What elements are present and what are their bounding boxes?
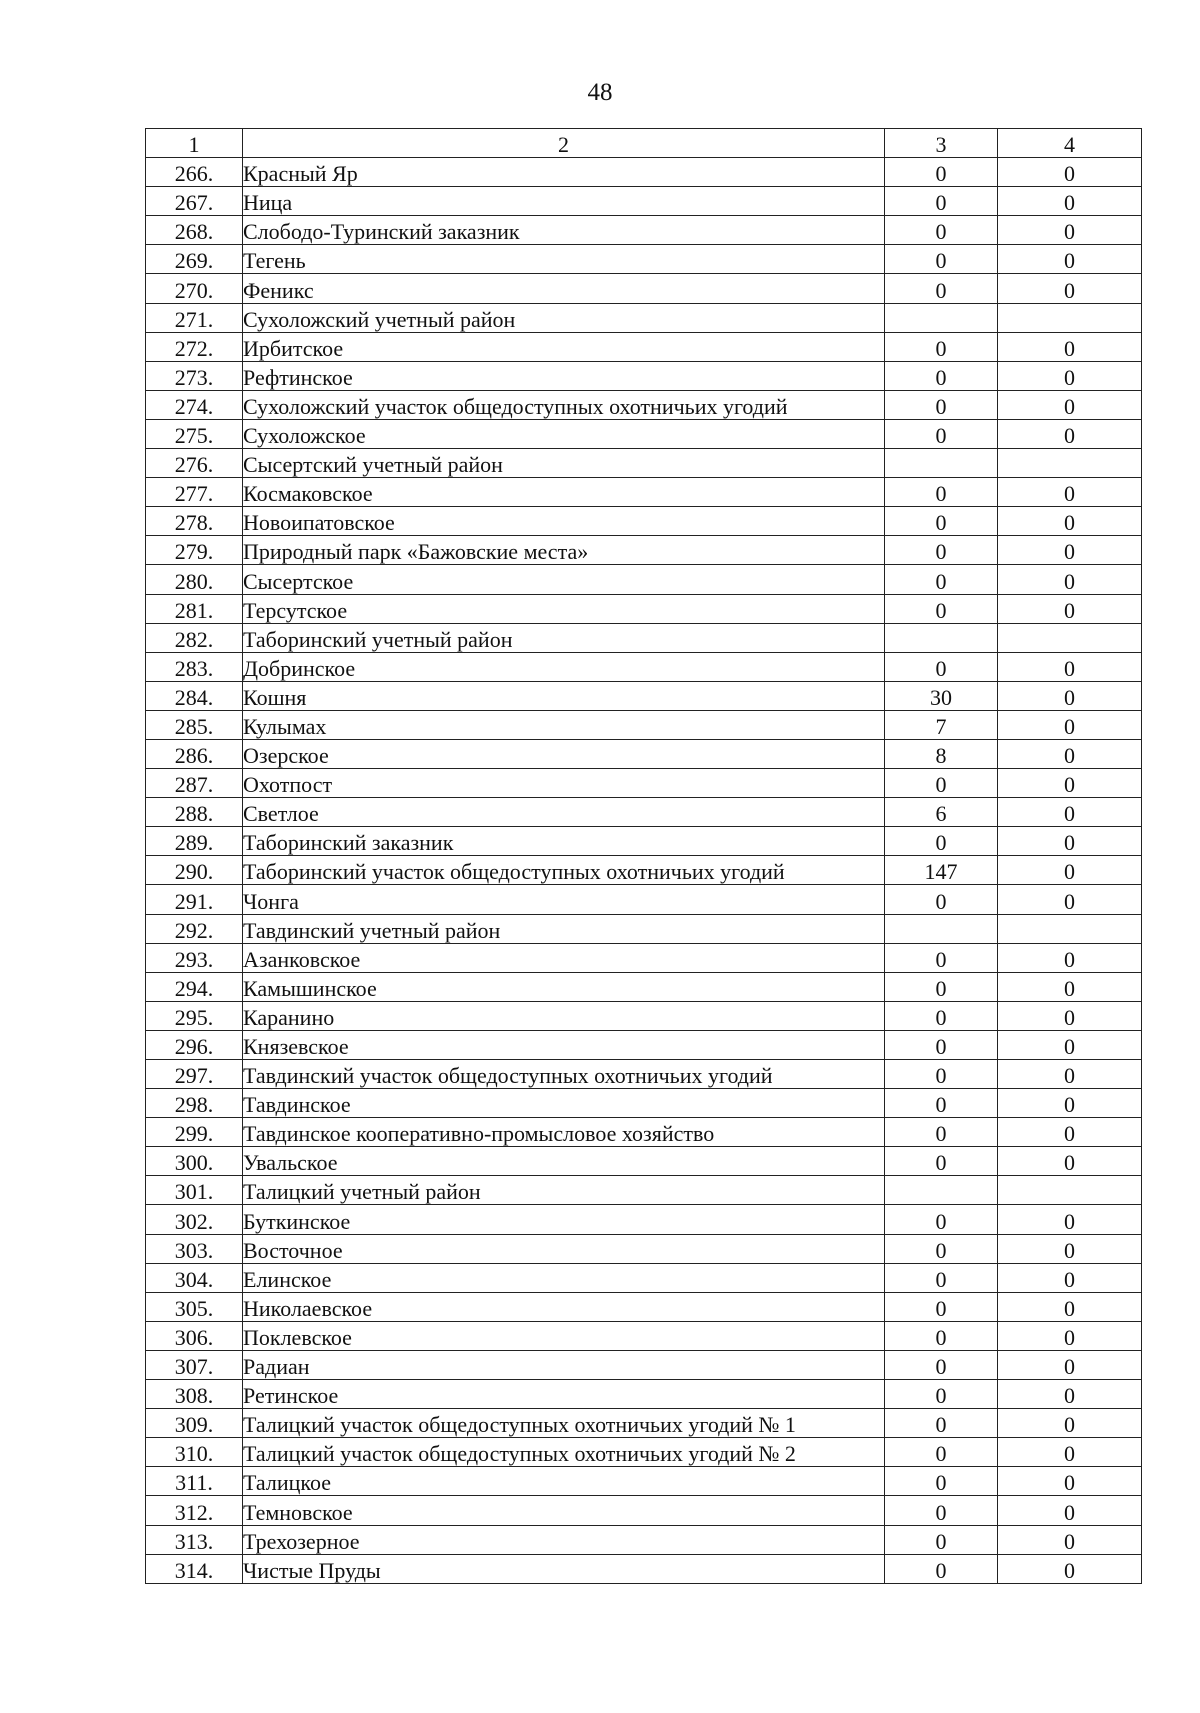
row-number-cell: 266.	[146, 158, 243, 187]
row-name-cell: Ница	[243, 187, 885, 216]
row-number-cell: 276.	[146, 449, 243, 478]
row-col4-cell: 0	[998, 1205, 1142, 1234]
row-col4-cell: 0	[998, 158, 1142, 187]
row-col3-cell: 0	[885, 1496, 998, 1525]
row-name-cell: Сухоложское	[243, 419, 885, 448]
table-row	[146, 1118, 1142, 1147]
table-row	[146, 1380, 1142, 1409]
table-row	[146, 1438, 1142, 1467]
row-number-cell: 303.	[146, 1234, 243, 1263]
row-col3-cell: 0	[885, 1001, 998, 1030]
row-col3-cell: 0	[885, 419, 998, 448]
table-row	[146, 449, 1142, 478]
row-col3-cell: 0	[885, 885, 998, 914]
table-row	[146, 245, 1142, 274]
row-col3-cell: 0	[885, 827, 998, 856]
row-number-cell: 308.	[146, 1380, 243, 1409]
row-name-cell: Ретинское	[243, 1380, 885, 1409]
table-row	[146, 1292, 1142, 1321]
row-number-cell: 295.	[146, 1001, 243, 1030]
row-col4-cell: 0	[998, 419, 1142, 448]
table-body	[146, 129, 1142, 1584]
table-row	[146, 885, 1142, 914]
row-col4-cell: 0	[998, 1089, 1142, 1118]
row-number-cell: 306.	[146, 1321, 243, 1350]
row-col3-cell: 0	[885, 332, 998, 361]
row-number-cell: 268.	[146, 216, 243, 245]
table-row	[146, 1060, 1142, 1089]
row-col4-cell: 0	[998, 710, 1142, 739]
row-number-cell: 290.	[146, 856, 243, 885]
row-col4-cell: 0	[998, 827, 1142, 856]
page-number: 48	[587, 79, 613, 106]
row-number-cell: 279.	[146, 536, 243, 565]
table-row	[146, 1030, 1142, 1059]
row-name-cell: Светлое	[243, 798, 885, 827]
row-col4-cell: 0	[998, 1234, 1142, 1263]
row-name-cell: Кошня	[243, 681, 885, 710]
row-name-cell: Темновское	[243, 1496, 885, 1525]
row-number-cell: 280.	[146, 565, 243, 594]
table-row	[146, 419, 1142, 448]
row-col3-cell	[885, 623, 998, 652]
row-number-cell: 296.	[146, 1030, 243, 1059]
row-col4-cell: 0	[998, 332, 1142, 361]
table-row	[146, 1321, 1142, 1350]
table-row	[146, 1263, 1142, 1292]
row-name-cell: Охотпост	[243, 769, 885, 798]
row-col3-cell: 0	[885, 507, 998, 536]
row-name-cell: Кулымах	[243, 710, 885, 739]
row-col4-cell: 0	[998, 652, 1142, 681]
row-name-cell: Талицкое	[243, 1467, 885, 1496]
row-col3-cell: 8	[885, 739, 998, 768]
row-col3-cell: 0	[885, 216, 998, 245]
row-col3-cell: 0	[885, 158, 998, 187]
row-col4-cell: 0	[998, 972, 1142, 1001]
row-col3-cell: 0	[885, 1554, 998, 1583]
row-number-cell: 269.	[146, 245, 243, 274]
row-number-cell: 277.	[146, 478, 243, 507]
row-col3-cell: 0	[885, 1147, 998, 1176]
row-col4-cell: 0	[998, 390, 1142, 419]
table-row	[146, 914, 1142, 943]
row-name-cell: Азанковское	[243, 943, 885, 972]
table-row	[146, 798, 1142, 827]
row-col4-cell: 0	[998, 1001, 1142, 1030]
row-col4-cell: 0	[998, 536, 1142, 565]
row-col3-cell: 0	[885, 245, 998, 274]
row-name-cell: Таборинский учетный район	[243, 623, 885, 652]
row-name-cell: Космаковское	[243, 478, 885, 507]
table-row	[146, 361, 1142, 390]
row-col3-cell: 0	[885, 652, 998, 681]
row-name-cell: Ирбитское	[243, 332, 885, 361]
row-col3-cell	[885, 1176, 998, 1205]
row-name-cell: Сухоложский участок общедоступных охотничьих угодий	[243, 390, 885, 419]
row-name-cell: Сухоложский учетный район	[243, 303, 885, 332]
row-name-cell: Таборинский заказник	[243, 827, 885, 856]
table-row	[146, 1350, 1142, 1379]
row-col4-cell: 0	[998, 798, 1142, 827]
row-name-cell: Николаевское	[243, 1292, 885, 1321]
row-name-cell: Таборинский участок общедоступных охотничьих угодий	[243, 856, 885, 885]
row-col3-cell: 0	[885, 565, 998, 594]
row-col3-cell: 0	[885, 536, 998, 565]
row-col4-cell: 0	[998, 769, 1142, 798]
row-col3-cell: 0	[885, 594, 998, 623]
row-col3-cell: 0	[885, 478, 998, 507]
row-col4-cell	[998, 1176, 1142, 1205]
row-number-cell: 291.	[146, 885, 243, 914]
row-col3-cell: 0	[885, 1525, 998, 1554]
row-col3-cell: 0	[885, 769, 998, 798]
row-name-cell: Талицкий учетный район	[243, 1176, 885, 1205]
row-number-cell: 270.	[146, 274, 243, 303]
row-col3-cell: 0	[885, 1380, 998, 1409]
row-col3-cell: 0	[885, 1205, 998, 1234]
row-col4-cell: 0	[998, 187, 1142, 216]
table-row	[146, 565, 1142, 594]
row-col4-cell: 0	[998, 1380, 1142, 1409]
row-name-cell: Новоипатовское	[243, 507, 885, 536]
row-number-cell: 288.	[146, 798, 243, 827]
row-col3-cell: 30	[885, 681, 998, 710]
table-row	[146, 332, 1142, 361]
row-col3-cell: 0	[885, 1321, 998, 1350]
row-number-cell: 275.	[146, 419, 243, 448]
row-col4-cell: 0	[998, 361, 1142, 390]
row-number-cell: 273.	[146, 361, 243, 390]
row-number-cell: 297.	[146, 1060, 243, 1089]
row-name-cell: Терсутское	[243, 594, 885, 623]
row-col4-cell: 0	[998, 943, 1142, 972]
row-col4-cell	[998, 449, 1142, 478]
row-col3-cell: 0	[885, 1467, 998, 1496]
row-col4-cell: 0	[998, 1321, 1142, 1350]
table-row	[146, 1001, 1142, 1030]
table-row	[146, 1089, 1142, 1118]
row-col4-cell: 0	[998, 1409, 1142, 1438]
row-number-cell: 267.	[146, 187, 243, 216]
row-number-cell: 283.	[146, 652, 243, 681]
row-col3-cell: 0	[885, 361, 998, 390]
row-number-cell: 312.	[146, 1496, 243, 1525]
row-name-cell: Камышинское	[243, 972, 885, 1001]
table-row	[146, 1525, 1142, 1554]
row-col3-cell: 0	[885, 1118, 998, 1147]
row-number-cell: 298.	[146, 1089, 243, 1118]
row-name-cell: Тавдинское кооперативно-промысловое хозяйство	[243, 1118, 885, 1147]
row-col3-cell: 0	[885, 943, 998, 972]
row-col4-cell: 0	[998, 1525, 1142, 1554]
table-row	[146, 1234, 1142, 1263]
row-number-cell: 274.	[146, 390, 243, 419]
row-number-cell: 289.	[146, 827, 243, 856]
table-row	[146, 623, 1142, 652]
row-col4-cell: 0	[998, 1496, 1142, 1525]
row-col3-cell: 0	[885, 390, 998, 419]
row-col3-cell	[885, 449, 998, 478]
table-row	[146, 274, 1142, 303]
row-col4-cell: 0	[998, 1147, 1142, 1176]
row-number-cell: 314.	[146, 1554, 243, 1583]
row-number-cell: 285.	[146, 710, 243, 739]
row-col3-cell: 0	[885, 1030, 998, 1059]
table-row	[146, 390, 1142, 419]
row-name-cell: Феникс	[243, 274, 885, 303]
table-row	[146, 216, 1142, 245]
row-name-cell: Каранино	[243, 1001, 885, 1030]
row-col3-cell: 147	[885, 856, 998, 885]
row-col4-cell: 0	[998, 1467, 1142, 1496]
row-name-cell: Талицкий участок общедоступных охотничьих угодий № 1	[243, 1409, 885, 1438]
row-col4-cell: 0	[998, 1292, 1142, 1321]
row-name-cell: Елинское	[243, 1263, 885, 1292]
row-col3-cell: 0	[885, 274, 998, 303]
column-header-2: 2	[243, 129, 885, 158]
row-col3-cell: 0	[885, 972, 998, 1001]
row-name-cell: Слободо-Туринский заказник	[243, 216, 885, 245]
row-col4-cell: 0	[998, 1030, 1142, 1059]
row-col3-cell: 7	[885, 710, 998, 739]
row-col3-cell: 0	[885, 1409, 998, 1438]
row-number-cell: 282.	[146, 623, 243, 652]
table-row	[146, 158, 1142, 187]
row-col4-cell	[998, 303, 1142, 332]
row-number-cell: 313.	[146, 1525, 243, 1554]
row-number-cell: 310.	[146, 1438, 243, 1467]
row-number-cell: 307.	[146, 1350, 243, 1379]
row-col4-cell: 0	[998, 1263, 1142, 1292]
column-header-1: 1	[146, 129, 243, 158]
table-row	[146, 187, 1142, 216]
row-col3-cell: 0	[885, 1263, 998, 1292]
row-col4-cell	[998, 914, 1142, 943]
row-col4-cell: 0	[998, 507, 1142, 536]
row-name-cell: Добринское	[243, 652, 885, 681]
row-col4-cell: 0	[998, 1118, 1142, 1147]
row-col3-cell: 0	[885, 1438, 998, 1467]
row-name-cell: Тегень	[243, 245, 885, 274]
table-row	[146, 856, 1142, 885]
table-row	[146, 1205, 1142, 1234]
row-number-cell: 278.	[146, 507, 243, 536]
table-row	[146, 972, 1142, 1001]
table-row	[146, 769, 1142, 798]
row-name-cell: Князевское	[243, 1030, 885, 1059]
row-name-cell: Увальское	[243, 1147, 885, 1176]
row-col3-cell: 0	[885, 187, 998, 216]
row-name-cell: Красный Яр	[243, 158, 885, 187]
row-number-cell: 300.	[146, 1147, 243, 1176]
row-col4-cell: 0	[998, 216, 1142, 245]
table-row	[146, 739, 1142, 768]
row-name-cell: Трехозерное	[243, 1525, 885, 1554]
row-name-cell: Озерское	[243, 739, 885, 768]
row-col3-cell: 0	[885, 1060, 998, 1089]
column-header-3: 3	[885, 129, 998, 158]
row-number-cell: 271.	[146, 303, 243, 332]
row-col4-cell: 0	[998, 594, 1142, 623]
row-col4-cell: 0	[998, 1350, 1142, 1379]
row-col4-cell: 0	[998, 565, 1142, 594]
row-col3-cell: 0	[885, 1292, 998, 1321]
table-row	[146, 1147, 1142, 1176]
row-name-cell: Чистые Пруды	[243, 1554, 885, 1583]
row-col4-cell: 0	[998, 856, 1142, 885]
row-number-cell: 304.	[146, 1263, 243, 1292]
table-row	[146, 1496, 1142, 1525]
row-name-cell: Тавдинское	[243, 1089, 885, 1118]
row-col4-cell: 0	[998, 274, 1142, 303]
table-row	[146, 478, 1142, 507]
row-col4-cell: 0	[998, 681, 1142, 710]
row-col4-cell	[998, 623, 1142, 652]
row-number-cell: 294.	[146, 972, 243, 1001]
row-name-cell: Талицкий участок общедоступных охотничьих угодий № 2	[243, 1438, 885, 1467]
row-name-cell: Природный парк «Бажовские места»	[243, 536, 885, 565]
row-number-cell: 309.	[146, 1409, 243, 1438]
table-header-row	[146, 129, 1142, 158]
row-number-cell: 301.	[146, 1176, 243, 1205]
row-col4-cell: 0	[998, 1554, 1142, 1583]
row-name-cell: Буткинское	[243, 1205, 885, 1234]
row-number-cell: 305.	[146, 1292, 243, 1321]
row-col4-cell: 0	[998, 245, 1142, 274]
row-col3-cell: 0	[885, 1350, 998, 1379]
row-name-cell: Радиан	[243, 1350, 885, 1379]
row-number-cell: 287.	[146, 769, 243, 798]
row-number-cell: 293.	[146, 943, 243, 972]
row-col4-cell: 0	[998, 478, 1142, 507]
row-col3-cell	[885, 914, 998, 943]
table-row	[146, 827, 1142, 856]
table-row	[146, 1409, 1142, 1438]
table-row	[146, 1467, 1142, 1496]
data-table	[145, 128, 1142, 1584]
row-name-cell: Рефтинское	[243, 361, 885, 390]
table-row	[146, 1554, 1142, 1583]
row-col3-cell	[885, 303, 998, 332]
row-col3-cell: 0	[885, 1234, 998, 1263]
table-row	[146, 536, 1142, 565]
row-name-cell: Чонга	[243, 885, 885, 914]
table-row	[146, 681, 1142, 710]
column-header-4: 4	[998, 129, 1142, 158]
row-col4-cell: 0	[998, 739, 1142, 768]
row-number-cell: 299.	[146, 1118, 243, 1147]
row-number-cell: 302.	[146, 1205, 243, 1234]
row-number-cell: 311.	[146, 1467, 243, 1496]
row-col4-cell: 0	[998, 885, 1142, 914]
row-number-cell: 284.	[146, 681, 243, 710]
row-number-cell: 281.	[146, 594, 243, 623]
row-col3-cell: 6	[885, 798, 998, 827]
row-name-cell: Тавдинский участок общедоступных охотничьих угодий	[243, 1060, 885, 1089]
row-name-cell: Поклевское	[243, 1321, 885, 1350]
row-col4-cell: 0	[998, 1438, 1142, 1467]
table-row	[146, 652, 1142, 681]
table-row	[146, 507, 1142, 536]
table-row	[146, 1176, 1142, 1205]
row-name-cell: Сысертский учетный район	[243, 449, 885, 478]
row-name-cell: Восточное	[243, 1234, 885, 1263]
row-name-cell: Сысертское	[243, 565, 885, 594]
row-col4-cell: 0	[998, 1060, 1142, 1089]
row-number-cell: 286.	[146, 739, 243, 768]
row-col3-cell: 0	[885, 1089, 998, 1118]
table-row	[146, 594, 1142, 623]
row-number-cell: 292.	[146, 914, 243, 943]
table-row	[146, 943, 1142, 972]
row-number-cell: 272.	[146, 332, 243, 361]
table-row	[146, 710, 1142, 739]
row-name-cell: Тавдинский учетный район	[243, 914, 885, 943]
table-row	[146, 303, 1142, 332]
